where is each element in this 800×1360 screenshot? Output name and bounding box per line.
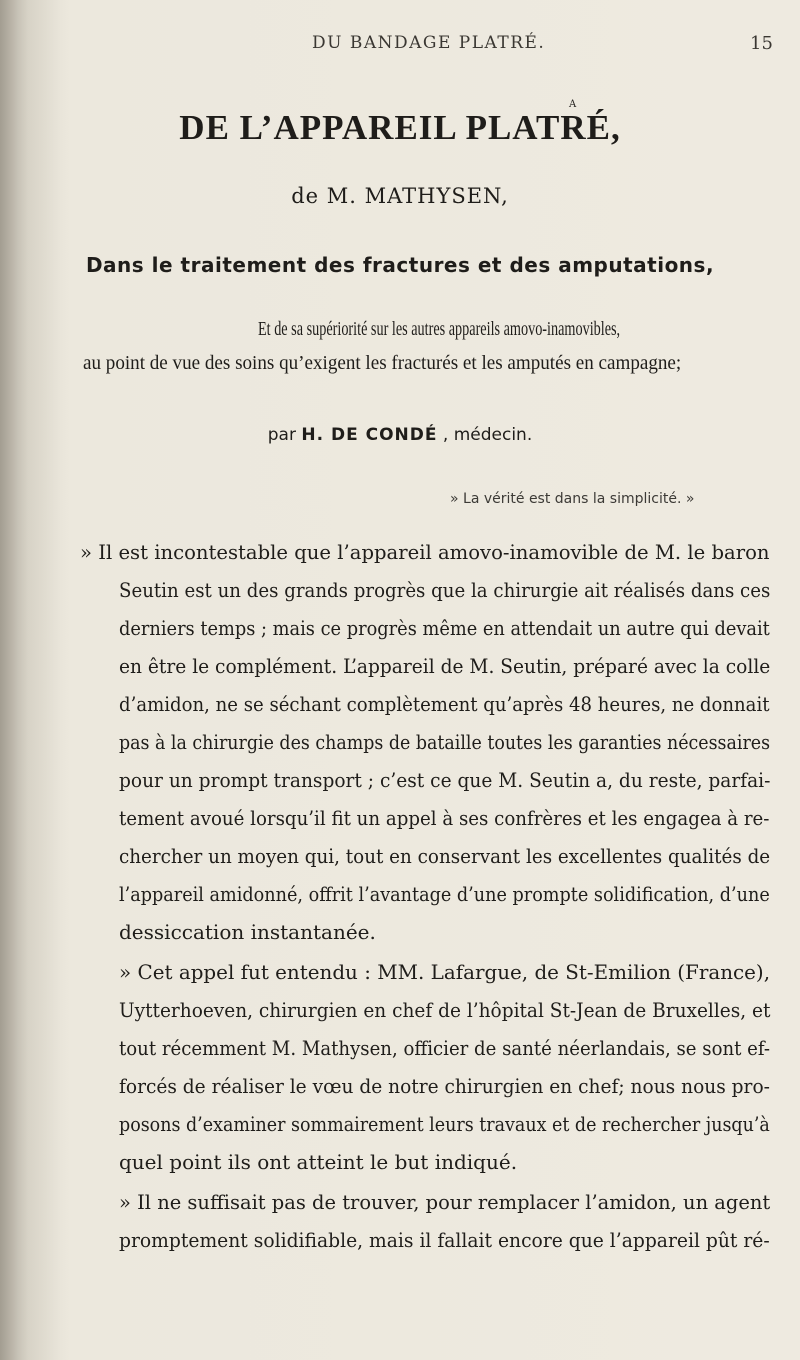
body-line: tout récemment M. Mathysen, officier de santé néerlandais, se sont ef- [119,1036,771,1060]
body-line: » Il ne suffisait pas de trouver, pour remplacer l’amidon, un agent [119,1190,771,1214]
chapter-title: DE L’APPAREIL PLATRÉ, [179,108,621,147]
body-line: » Cet appel fut entendu : MM. Lafargue, de St-Emilion (France), [119,960,771,984]
body-line: derniers temps ; mais ce progrès même en attendait un autre qui devait [119,616,770,640]
running-header [0,33,800,63]
body-line: » Il est incontestable que l’appareil amovo-inamovible de M. le baron [80,540,770,564]
running-title: DU BANDAGE PLATRÉ. [312,33,546,53]
body-line: dessiccation instantanée. [119,920,376,944]
description-line-2: au point de vue des soins qu’exigent les fracturés et les amputés en campagne; [83,352,682,374]
body-line: promptement solidifiable, mais il fallait encore que l’appareil pût ré- [119,1228,770,1252]
epigraph: » La vérité est dans la simplicité. » [450,491,695,507]
description-line-1: Et de sa supériorité sur les autres appareils amovo-inamovibles, [258,318,621,340]
body-line: pas à la chirurgie des champs de bataille toutes les garanties nécessaires [119,730,771,754]
subtitle: Dans le traitement des fractures et des amputations, [85,253,715,277]
byline-name: H. DE CONDÉ [301,425,438,445]
title-accent-mark: A [569,99,577,110]
body-line: tement avoué lorsqu’il fit un appel à ses confrères et les engagea à re- [119,806,770,830]
body-line: quel point ils ont atteint le but indiqué. [119,1150,518,1174]
body-line: chercher un moyen qui, tout en conservant les excellentes qualités de [119,844,771,868]
body-line: Uytterhoeven, chirurgien en chef de l’hôpital St-Jean de Bruxelles, et [119,998,771,1022]
body-line: pour un prompt transport ; c’est ce que M. Seutin a, du reste, parfai- [119,768,771,792]
body-line: Seutin est un des grands progrès que la chirurgie ait réalisés dans ces [119,578,771,602]
body-line: en être le complément. L’appareil de M. Seutin, préparé avec la colle [119,654,771,678]
body-line: l’appareil amidonné, offrit l’avantage d’une prompte solidification, d’une [119,882,770,906]
byline-suffix: , médecin. [442,425,533,445]
body-line: forcés de réaliser le vœu de notre chirurgien en chef; nous nous pro- [119,1074,770,1098]
byline-prefix: par [267,425,296,445]
byline [0,425,800,445]
page-number: 15 [750,33,773,54]
body-line: d’amidon, ne se séchant complètement qu’après 48 heures, ne donnait [119,692,770,716]
author-line: de M. MATHYSEN, [291,184,509,208]
body-line: posons d’examiner sommairement leurs travaux et de rechercher jusqu’à [119,1112,770,1136]
